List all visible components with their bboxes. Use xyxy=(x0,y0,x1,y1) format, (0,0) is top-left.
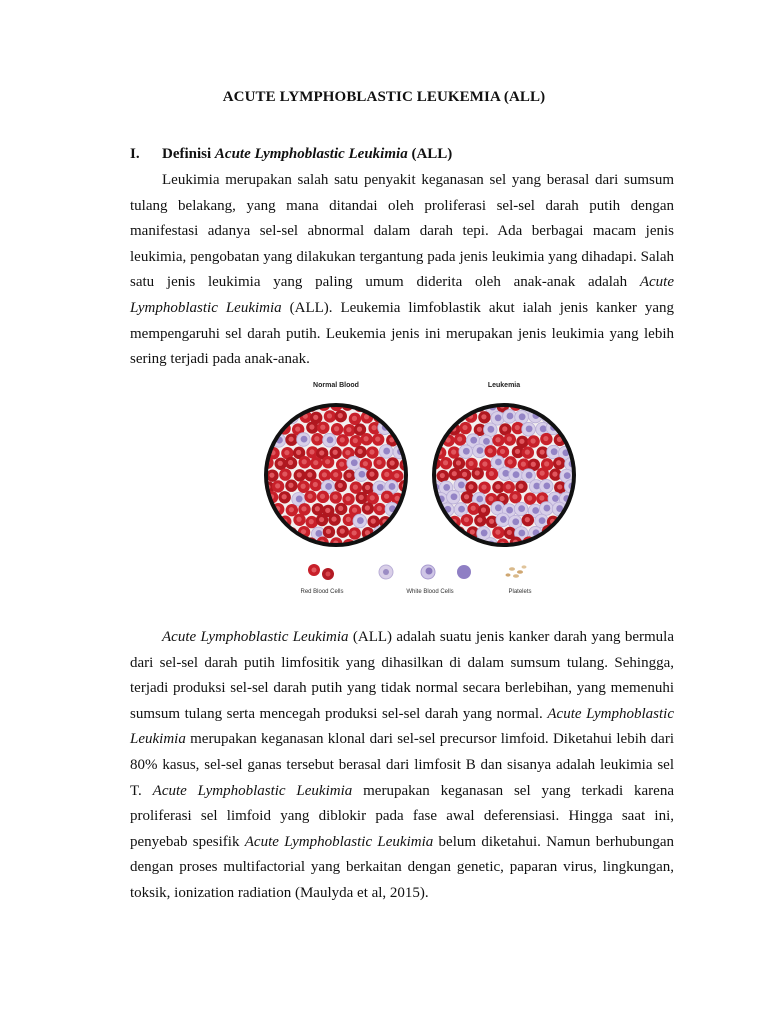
legend-white-label: White Blood Cells xyxy=(406,589,454,595)
paragraph-all-description xyxy=(130,625,674,907)
label-leukemia: Leukemia xyxy=(487,382,521,389)
blood-comparison-figure xyxy=(254,373,584,605)
paragraph-definition xyxy=(130,168,674,373)
label-normal-blood: Normal Blood xyxy=(313,382,359,389)
section-heading xyxy=(130,146,452,163)
legend-platelets-label: Platelets xyxy=(508,589,532,595)
legend-red-label: Red Blood Cells xyxy=(300,589,344,595)
paragraph1-text-b: (ALL). Leukemia limfoblastik akut ialah jenis kanker yang mempengaruhi sel darah putih. Leukemia jenis ini merupakan jenis leukimia yang lebih sering terjadi pada anak-anak. xyxy=(130,299,674,368)
paragraph2-text-2: merupakan keganasan klonal dari sel-sel precursor limfoid. Diketahui lebih dari 80% kasus, sel-sel ganas tersebut berasal dari limfosit B dan sisanya adalah leukimia sel T. xyxy=(130,731,674,799)
paragraph2-italic-1: Acute Lymphoblastic Leukimia xyxy=(162,629,349,645)
section-italic-term: Acute Lymphoblastic Leukimia xyxy=(214,146,408,162)
paragraph1-italic-a: Acute Lymphoblastic Leukimia xyxy=(130,274,674,316)
legend-white-cell-icon xyxy=(457,565,471,579)
paragraph2-text-3: merupakan keganasan sel yang terkadi karena proliferasi sel limfoid yang diblokir pada fase awal deferensiasi. Hingga saat ini, penyebab spesifik xyxy=(130,782,674,850)
paragraph2-italic-4: Acute Lymphoblastic Leukimia xyxy=(244,833,434,850)
paragraph2-text-1: (ALL) adalah suatu jenis kanker darah yang bermula dari sel-sel darah putih limfositik yang dihasilkan di dalam sumsum tulang. Sehingga, terjadi produksi sel-sel darah putih yang tidak normal secara berlebihan, yang memenuhi sumsum tulang serta mencegah produksi sel-sel darah yang normal. xyxy=(130,629,674,722)
document-title: ACUTE LYMPHOBLASTIC LEUKEMIA (ALL) xyxy=(222,89,546,105)
paragraph2-text-4: belum diketahui. Namun berhubungan dengan proses multifactorial yang berkaitan dengan genetic, paparan virus, lingkungan, toksik, ionization radiation (Maulyda et al, 2015). xyxy=(130,833,675,901)
section-prefix: Definisi xyxy=(162,146,215,162)
blood-illustration xyxy=(254,373,584,605)
paragraph1-text-a: Leukimia merupakan salah satu penyakit keganasan sel yang berasal dari sumsum tulang belakang, yang mana ditandai oleh proliferasi sel-sel darah putih dengan manifestasi adanya sel-sel abnormal dalam darah tepi. Ada berbagai macam jenis leukimia, pengobatan yang dilakukan tergantung pada jenis leukimia yang dihadapi. Salah satu jenis leukimia yang paling umum diderita oleh anak-anak adalah xyxy=(130,172,674,291)
paragraph2-italic-2: Acute Lymphoblastic Leukimia xyxy=(130,705,674,748)
section-number: I. xyxy=(130,146,140,162)
section-suffix: (ALL) xyxy=(407,146,453,162)
paragraph2-italic-3: Acute Lymphoblastic Leukimia xyxy=(152,782,353,799)
